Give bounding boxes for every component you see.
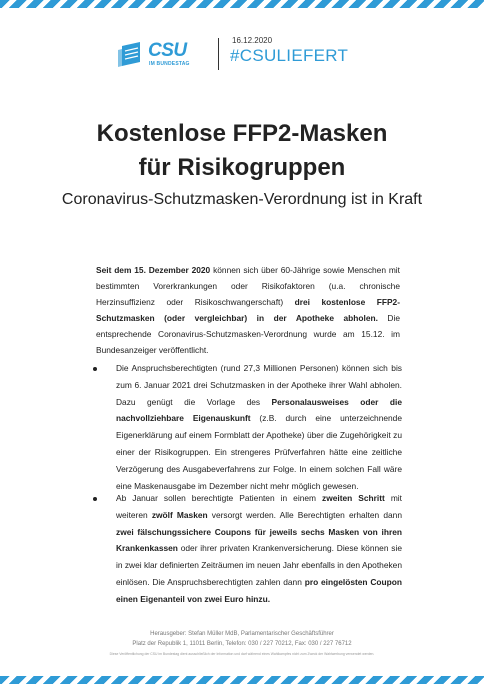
bullet1-bold-2: Personalausweises oder die nachvollziehbare Eigenauskunft — [116, 396, 402, 424]
bullet-icon — [93, 367, 97, 371]
page-subtitle: Coronavirus-Schutzmasken-Verordnung ist in Kraft — [61, 191, 423, 208]
bullet1-text-3: (z.B. durch eine unterzeichnende Eigenerklärung auf einem Formblatt der Apotheke) über die Zugehörigkeit zu einer der Risikogruppen. Ein strengeres Prüfverfahren hätte eine zeitliche Verzögerung des Ausgabeverfahrens zur Folge. In einem solchen Fall wäre eine Maskenausgabe im Dezember nicht mehr möglich gewesen. — [116, 413, 402, 491]
bottom-decorative-stripe — [0, 676, 484, 684]
hashtag: #CSULIEFERT — [230, 46, 349, 65]
logo-subtext: IM BUNDESTAG — [149, 61, 190, 67]
footer-publisher: Herausgeber: Stefan Müller MdB, Parlamentarischer Geschäftsführer — [150, 631, 334, 637]
footer-address: Platz der Republik 1, 11011 Berlin, Telefon: 030 / 227 70212, Fax: 030 / 227 76712 — [132, 641, 352, 647]
intro-bold-1: Seit dem 15. Dezember 2020 — [96, 265, 211, 275]
bullet-item-1 — [116, 360, 402, 494]
csu-logo — [118, 40, 210, 70]
bullet-item-2 — [116, 490, 402, 608]
top-decorative-stripe — [0, 0, 484, 8]
bullet1-text-1: Die Anspruchsberechtigten (rund 27,3 Millionen Personen) können sich bis zum 6. Januar 2021 drei Schutzmasken in der Apotheke ihrer Wahl abholen. Dazu genügt die Vorlage des — [116, 363, 402, 407]
page-title-line2: für Risikogruppen — [138, 154, 346, 181]
intro-text-4: Die entsprechende Coronavirus-Schutzmasken-Verordnung wurde am 15.12. im Bundesanzeiger veröffentlicht. — [96, 313, 400, 355]
bullet2-text-1: Ab Januar sollen berechtigte Patienten in einem — [116, 493, 323, 503]
bullet2-text-5: versorgt werden. Alle Berechtigten erhalten dann — [207, 509, 403, 520]
header-divider — [218, 38, 219, 70]
bullet2-bold-2: zweiten Schritt — [322, 493, 385, 503]
bullet2-bold-8: pro eingelösten Coupon einen Eigenanteil von zwei Euro hinzu. — [116, 576, 402, 604]
page-title-line1: Kostenlose FFP2-Masken — [96, 120, 388, 147]
logo-text: CSU — [148, 40, 187, 61]
intro-bold-3: drei kostenlose FFP2-Schutzmasken (oder vergleichbar) in der Apotheke abholen. — [96, 297, 401, 323]
bullet-icon — [93, 497, 97, 501]
bullet2-bold-6: zwei fälschungssichere Coupons für jeweils sechs Masken von ihren Krankenkassen — [116, 526, 402, 554]
footer-disclaimer: Diese Veröffentlichung der CSU im Bundestag dient ausschließlich der Information und darf während eines Wahlkampfes nicht zum Zweck der Wahlwerbung verwendet werden. — [109, 652, 375, 656]
bullet2-text-3: mit weiteren — [116, 493, 402, 520]
bullet2-text-7: oder ihrer privaten Krankenversicherung. Diese können sie in zwei klar definierten Zeiträumen im neuen Jahr ebenfalls in den Apotheken einlösen. Die Anspruchsberechtigten zahlen dann — [116, 543, 402, 587]
release-date: 16.12.2020 — [232, 36, 273, 45]
flag-icon — [118, 42, 144, 68]
bullet2-bold-4: zwölf Masken — [151, 509, 208, 520]
intro-text-2: können sich über 60-Jährige sowie Menschen mit bestimmten Vorerkrankungen oder Risikofaktoren (u.a. chronische Herzinsuffizienz oder Risikoschwangerschaft) — [96, 265, 400, 307]
intro-paragraph — [96, 262, 400, 358]
